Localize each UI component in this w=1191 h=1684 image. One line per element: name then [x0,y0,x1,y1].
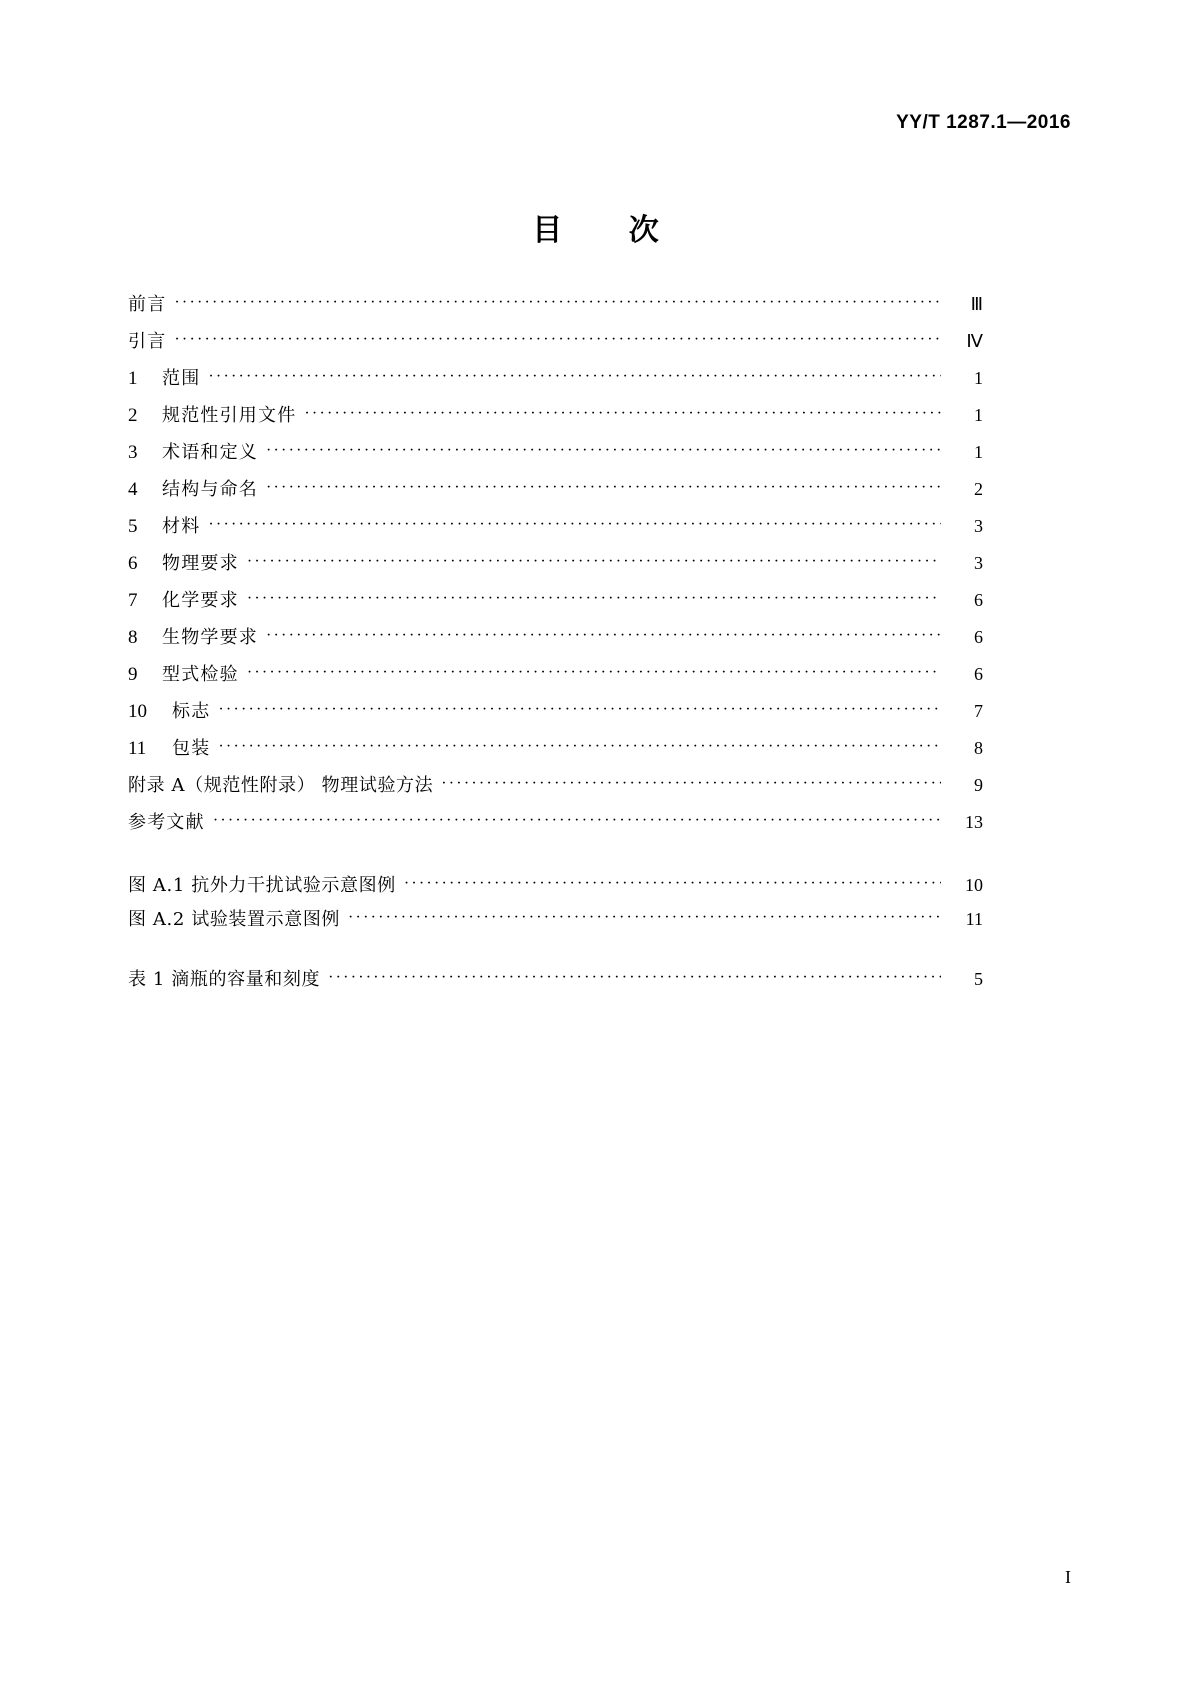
toc-entry-clause-1[interactable] [128,369,983,406]
toc-entry-label: 标志 [172,701,211,722]
toc-entry-clause-6[interactable] [128,554,983,591]
toc-entry-number: 10 [128,701,147,722]
leader-dots [404,876,941,892]
toc-entry-label: 表 1 滴瓶的容量和刻度 [128,969,321,990]
toc-entry-page: 6 [974,627,983,647]
toc-entry-label: 参考文献 [128,812,205,833]
toc-entry-clause-9[interactable] [128,665,983,702]
toc-entry-number: 7 [128,590,138,611]
toc-entry-number: 2 [128,405,138,426]
page-folio: I [1065,1567,1071,1587]
leader-dots [266,628,941,644]
toc-entry-number: 3 [128,442,138,463]
toc-entry-clause-3[interactable] [128,443,983,480]
toc-entry-label: 术语和定义 [162,442,258,463]
leader-dots [174,295,941,311]
toc-entry-clause-2[interactable] [128,406,983,443]
leader-dots [266,443,941,459]
toc-entry-number: 9 [128,664,138,685]
toc-entry-label: 物理要求 [162,553,239,574]
leader-dots [328,970,941,986]
toc-entry-label: 前言 [128,294,167,315]
toc-entry-clause-7[interactable] [128,591,983,628]
toc-entry-clause-11[interactable] [128,739,983,776]
toc-entry-page: 6 [974,664,983,684]
toc-entry-figure-a2[interactable] [128,910,983,944]
toc-entry-page: 11 [965,909,983,929]
leader-dots [247,665,941,681]
toc-entry-label: 包装 [172,738,211,759]
leader-dots [441,776,941,792]
toc-entry-number: 4 [128,479,138,500]
leader-dots [266,480,941,496]
toc-entry-label: 生物学要求 [162,627,258,648]
leader-dots [208,517,941,533]
toc-entry-clause-8[interactable] [128,628,983,665]
toc-entry-number: 6 [128,553,138,574]
leader-dots [247,591,941,607]
toc-entry-label: 型式检验 [162,664,239,685]
toc-entry-number: 5 [128,516,138,537]
toc-entry-label: 图 A.1 抗外力干扰试验示意图例 [128,875,396,896]
toc-entry-figure-a1[interactable] [128,876,983,910]
toc-entry-clause-4[interactable] [128,480,983,517]
page-title: 目 次 [532,213,687,248]
leader-dots [174,332,941,348]
leader-dots [218,702,941,718]
toc-entry-page: Ⅲ [970,294,983,314]
toc-entry-page: Ⅳ [966,331,983,351]
toc-entry-number: 1 [128,368,138,389]
section-spacer [128,850,983,876]
toc-entry-table-1[interactable] [128,970,983,1004]
toc-entry-label: 规范性引用文件 [162,405,297,426]
toc-entry-label: 化学要求 [162,590,239,611]
toc-entry-preface[interactable] [128,295,983,332]
leader-dots [218,739,941,755]
toc-entry-page: 10 [965,875,983,895]
toc-entry-number: 11 [128,738,147,759]
toc-entry-references[interactable] [128,813,983,850]
toc-entry-label: 材料 [162,516,201,537]
toc-entry-introduction[interactable] [128,332,983,369]
toc-entry-page: 1 [974,405,983,425]
standard-number-header: YY/T 1287.1—2016 [896,112,1071,133]
toc-entry-page: 13 [965,812,983,832]
toc-entry-annex-a[interactable] [128,776,983,813]
toc-entry-page: 7 [974,701,983,721]
toc-entry-page: 1 [974,368,983,388]
toc-entry-label: 图 A.2 试验装置示意图例 [128,909,341,930]
toc-entry-page: 5 [974,969,983,989]
leader-dots [348,910,941,926]
leader-dots [304,406,941,422]
toc-entry-label: 引言 [128,331,167,352]
leader-dots [208,369,941,385]
toc-entry-label: 附录 A（规范性附录） 物理试验方法 [128,775,434,796]
toc-entry-page: 3 [974,516,983,536]
toc-entry-page: 1 [974,442,983,462]
leader-dots [213,813,941,829]
toc-entry-clause-10[interactable] [128,702,983,739]
toc-entry-page: 3 [974,553,983,573]
table-of-contents [128,295,983,1004]
toc-entry-page: 8 [974,738,983,758]
toc-entry-page: 2 [974,479,983,499]
leader-dots [247,554,941,570]
section-spacer [128,944,983,970]
toc-entry-page: 9 [974,775,983,795]
toc-entry-number: 8 [128,627,138,648]
toc-entry-label: 范围 [162,368,201,389]
toc-entry-label: 结构与命名 [162,479,258,500]
toc-entry-page: 6 [974,590,983,610]
toc-entry-clause-5[interactable] [128,517,983,554]
